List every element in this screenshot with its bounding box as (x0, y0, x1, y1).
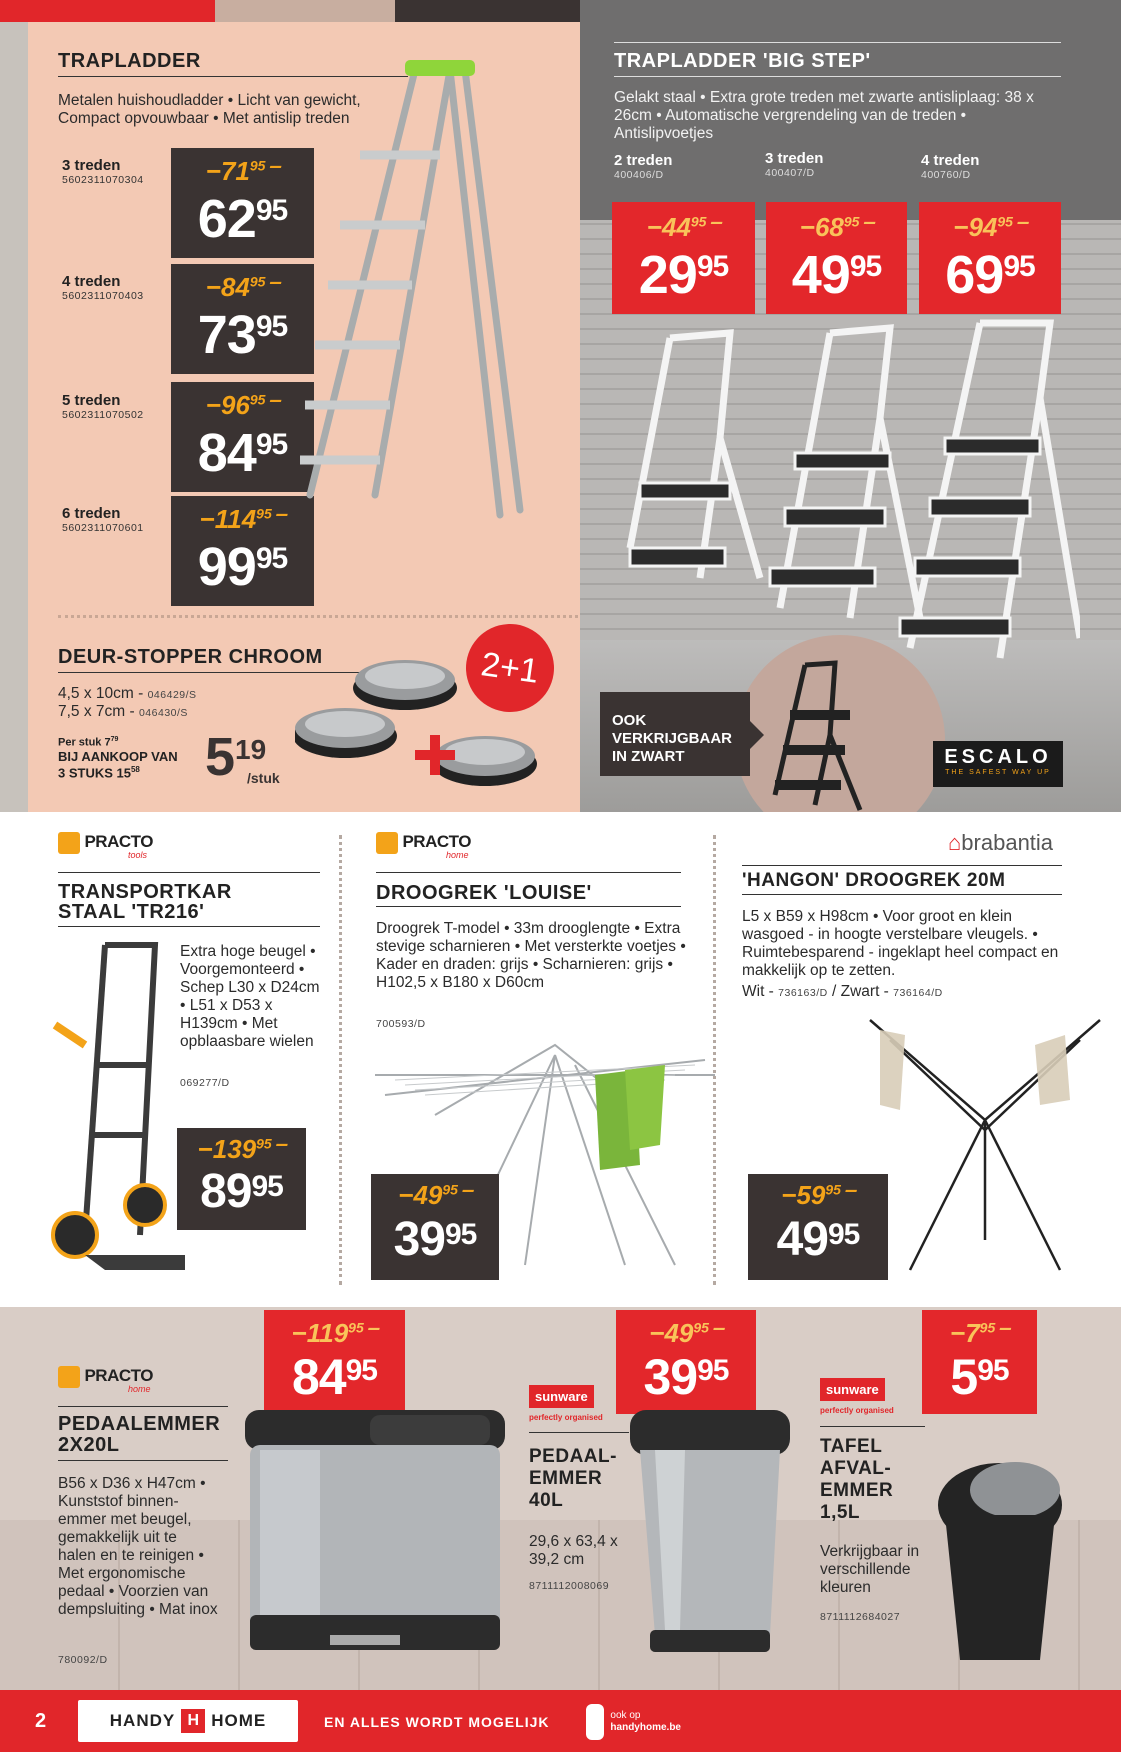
trapladder-item-4 (62, 273, 144, 302)
page-number: 2 (35, 1710, 47, 1732)
trapladder-item-6 (62, 505, 144, 534)
price-box (171, 148, 314, 258)
bigstep-item-2 (614, 152, 672, 181)
item-label: 3 treden (62, 157, 121, 174)
old-price: $-59^{95}^-$ (781, 1180, 855, 1210)
old-price: $-94^{95}^-$ (953, 212, 1027, 242)
dotted-divider (58, 615, 578, 618)
item-code: 400760/D (921, 169, 971, 181)
new-price: $73^{95}$ (197, 305, 288, 365)
drie-stuks: 3 STUKS $15^{58}$ (58, 764, 140, 780)
pedaalemmer2x20-code: 780092/D (58, 1654, 108, 1666)
item-ean: 5602311070304 (62, 174, 144, 186)
sunware-logo: sunware (529, 1385, 594, 1408)
deurstopper-bulk-info (58, 733, 178, 779)
new-price: $99^{95}$ (197, 537, 288, 597)
item-label: 6 treden (62, 505, 121, 522)
item-code: 400406/D (614, 169, 664, 181)
item-label: 4 treden (921, 152, 980, 169)
new-price: $62^{95}$ (197, 189, 288, 249)
old-price: $-96^{95}^-$ (205, 390, 280, 420)
two-plus-one-badge: 2+1 (460, 618, 559, 717)
ladder-handle (405, 60, 475, 76)
tafelafval-code: 8711112684027 (820, 1611, 901, 1623)
old-price: $-49^{95}^-$ (398, 1180, 472, 1210)
price-unit: /stuk (247, 770, 280, 786)
tafelafval-description: Verkrijgbaar in verschillende kleuren (820, 1543, 920, 1596)
black-variant-callout: OOK VERKRIJGBAAR IN ZWART (600, 692, 750, 776)
old-price: $-114^{95}^-$ (199, 504, 286, 534)
pedaalemmer2x20-description: B56 x D36 x H47cm • Kunststof binnen-emmer met beugel, gemakkelijk uit te halen en te reinigen • Met ergonomische pedaal • Voorzien van dempsluiting • Mat inox (58, 1475, 218, 1618)
callout-arrow (748, 719, 764, 751)
trapladder-item-5 (62, 392, 144, 421)
item-label: 5 treden (62, 392, 121, 409)
new-price: $84^{95}$ (292, 1349, 377, 1405)
old-price: $-44^{95}^-$ (646, 212, 721, 242)
item-label: 2 treden (614, 152, 673, 169)
bigstep-ladders-image (620, 318, 1080, 678)
pedaalemmer40-description: 29,6 x 63,4 x 39,2 cm (529, 1533, 618, 1568)
new-price: $39^{95}$ (643, 1349, 729, 1405)
practo-home-logo: PRACTO home (58, 1366, 153, 1394)
divider (820, 1426, 925, 1427)
handyhome-logo[interactable]: HANDY H HOME (78, 1700, 298, 1742)
bigstep-title: TRAPLADDER 'BIG STEP' (614, 50, 871, 72)
deurstopper-size-2: 7,5 x 7cm - 046430/S (58, 703, 188, 720)
droogrek-louise-title: DROOGREK 'LOUISE' (376, 882, 592, 904)
bigstep-item-3 (765, 150, 823, 179)
deurstopper-size-1: 4,5 x 10cm - 046429/S (58, 685, 197, 702)
rotary-dryer-image (860, 1010, 1110, 1280)
divider (529, 1432, 629, 1433)
practo-tools-logo: PRACTO tools (58, 832, 153, 860)
hand-truck-image (45, 935, 195, 1285)
pedal-bin-image (625, 1405, 795, 1655)
old-price: $-139^{95}^-$ (197, 1134, 286, 1164)
divider (58, 1460, 228, 1461)
divider (58, 872, 320, 873)
item-label: 4 treden (62, 273, 121, 290)
price-box (171, 382, 314, 492)
price-box (922, 1310, 1037, 1414)
top-bar-tan (215, 0, 395, 22)
new-price: $5^{95}$ (950, 1349, 1009, 1405)
hangon-description: L5 x B59 x H98cm • Voor groot en klein wasgoed - in hoogte verstelbare vleugels. • Ruimtebesparend - ingeklapt heel compact en makkelijk op te zetten. (742, 908, 1059, 979)
logo-h-icon: H (181, 1709, 205, 1733)
table-bin-image (930, 1455, 1070, 1670)
practo-home-logo: PRACTO home (376, 832, 471, 860)
item-code: 400407/D (765, 167, 815, 179)
deurstopper-title: DEUR-STOPPER CHROOM (58, 646, 323, 668)
new-price: $29^{95}$ (638, 245, 729, 305)
droogrek-louise-description: Droogrek T-model • 33m drooglengte • Extra stevige scharnieren • Met versterkte voetjes • Kader en draden: grijs • Scharnieren: grijs • H102,5 x B180 x D60cm (376, 920, 686, 991)
price-box (264, 1310, 405, 1414)
sunware-tagline: perfectly organised (529, 1413, 603, 1422)
price-box (919, 202, 1061, 314)
hangon-variants: Wit - 736163/D / Zwart - 736164/D (742, 983, 943, 1000)
old-price: $-7^{95}^-$ (950, 1318, 1009, 1348)
transportkar-description: Extra hoge beugel • Voorgemonteerd • Schep L30 x D24cm • L51 x D53 x H139cm • Met opblaasbare wielen (180, 943, 320, 1050)
old-price: $-68^{95}^-$ (799, 212, 874, 242)
ladder-image (300, 55, 530, 535)
sunware-tagline: perfectly organised (820, 1406, 894, 1415)
transportkar-code: 069277/D (180, 1077, 230, 1089)
old-price: $-119^{95}^-$ (291, 1318, 378, 1348)
item-ean: 5602311070601 (62, 522, 144, 534)
pedaalemmer40-code: 8711112008069 (529, 1580, 610, 1592)
new-price: $49^{95}$ (791, 245, 882, 305)
website-link[interactable]: ook op handyhome.be (586, 1702, 681, 1742)
divider (742, 894, 1062, 895)
divider (614, 76, 1061, 77)
price-box (171, 264, 314, 374)
mouse-icon (586, 1704, 604, 1740)
price-box (171, 496, 314, 606)
trapladder-description: Metalen huishoudladder • Licht van gewicht, Compact opvouwbaar • Met antislip treden (58, 92, 361, 127)
item-ean: 5602311070502 (62, 409, 144, 421)
top-bar-dark (395, 0, 580, 22)
bigstep-description: Gelakt staal • Extra grote treden met zwarte antisliplaag: 38 x 26cm • Automatische vergrendeling van de treden • Antislipvoetjes (614, 89, 1034, 142)
price-box (371, 1174, 499, 1280)
price-box (748, 1174, 888, 1280)
trapladder-title: TRAPLADDER (58, 50, 201, 72)
item-ean: 5602311070403 (62, 290, 144, 302)
sunware-logo: sunware (820, 1378, 885, 1401)
price-box (612, 202, 755, 314)
footer-tagline: EN ALLES WORDT MOGELIJK (324, 1714, 550, 1730)
new-price: $39^{95}$ (393, 1213, 477, 1266)
item-label: 3 treden (765, 150, 824, 167)
price-box (616, 1310, 756, 1414)
bigstep-item-4 (921, 152, 979, 181)
hangon-title: 'HANGON' DROOGREK 20M (742, 870, 1006, 891)
tafelafval-title: TAFEL AFVAL- EMMER 1,5L (820, 1436, 894, 1523)
old-price: $-71^{95}^-$ (205, 156, 280, 186)
pedaalemmer40-title: PEDAAL- EMMER 40L (529, 1446, 617, 1511)
trapladder-item-3 (62, 157, 144, 186)
divider (58, 1406, 228, 1407)
price-box (177, 1128, 306, 1230)
per-stuk: Per stuk $7^{79}$ (58, 736, 119, 749)
transportkar-title: TRANSPORTKAR STAAL 'TR216' (58, 881, 232, 923)
divider (614, 42, 1061, 43)
column-divider (339, 835, 342, 1285)
old-price: $-84^{95}^-$ (205, 272, 280, 302)
bij-aankoop: BIJ AANKOOP VAN (58, 748, 178, 764)
pedaalemmer2x20-title: PEDAALEMMER 2X20L (58, 1413, 221, 1456)
new-price: $49^{95}$ (776, 1213, 860, 1266)
top-bar-red (0, 0, 215, 22)
brabantia-logo: ⌂brabantia (948, 830, 1054, 855)
price-box (766, 202, 907, 314)
new-price: $84^{95}$ (197, 423, 288, 483)
new-price: $69^{95}$ (945, 245, 1035, 305)
droogrek-louise-code: 700593/D (376, 1018, 426, 1030)
divider (376, 906, 681, 907)
divider (742, 865, 1062, 866)
old-price: $-49^{95}^-$ (649, 1318, 723, 1348)
deurstopper-price: $5^{19}$ (205, 727, 267, 787)
divider (58, 926, 320, 927)
new-price: $89^{95}$ (200, 1165, 283, 1218)
divider (376, 872, 681, 873)
escalo-logo: ESCALO THE SAFEST WAY UP (933, 741, 1063, 787)
double-bin-image (240, 1400, 510, 1655)
